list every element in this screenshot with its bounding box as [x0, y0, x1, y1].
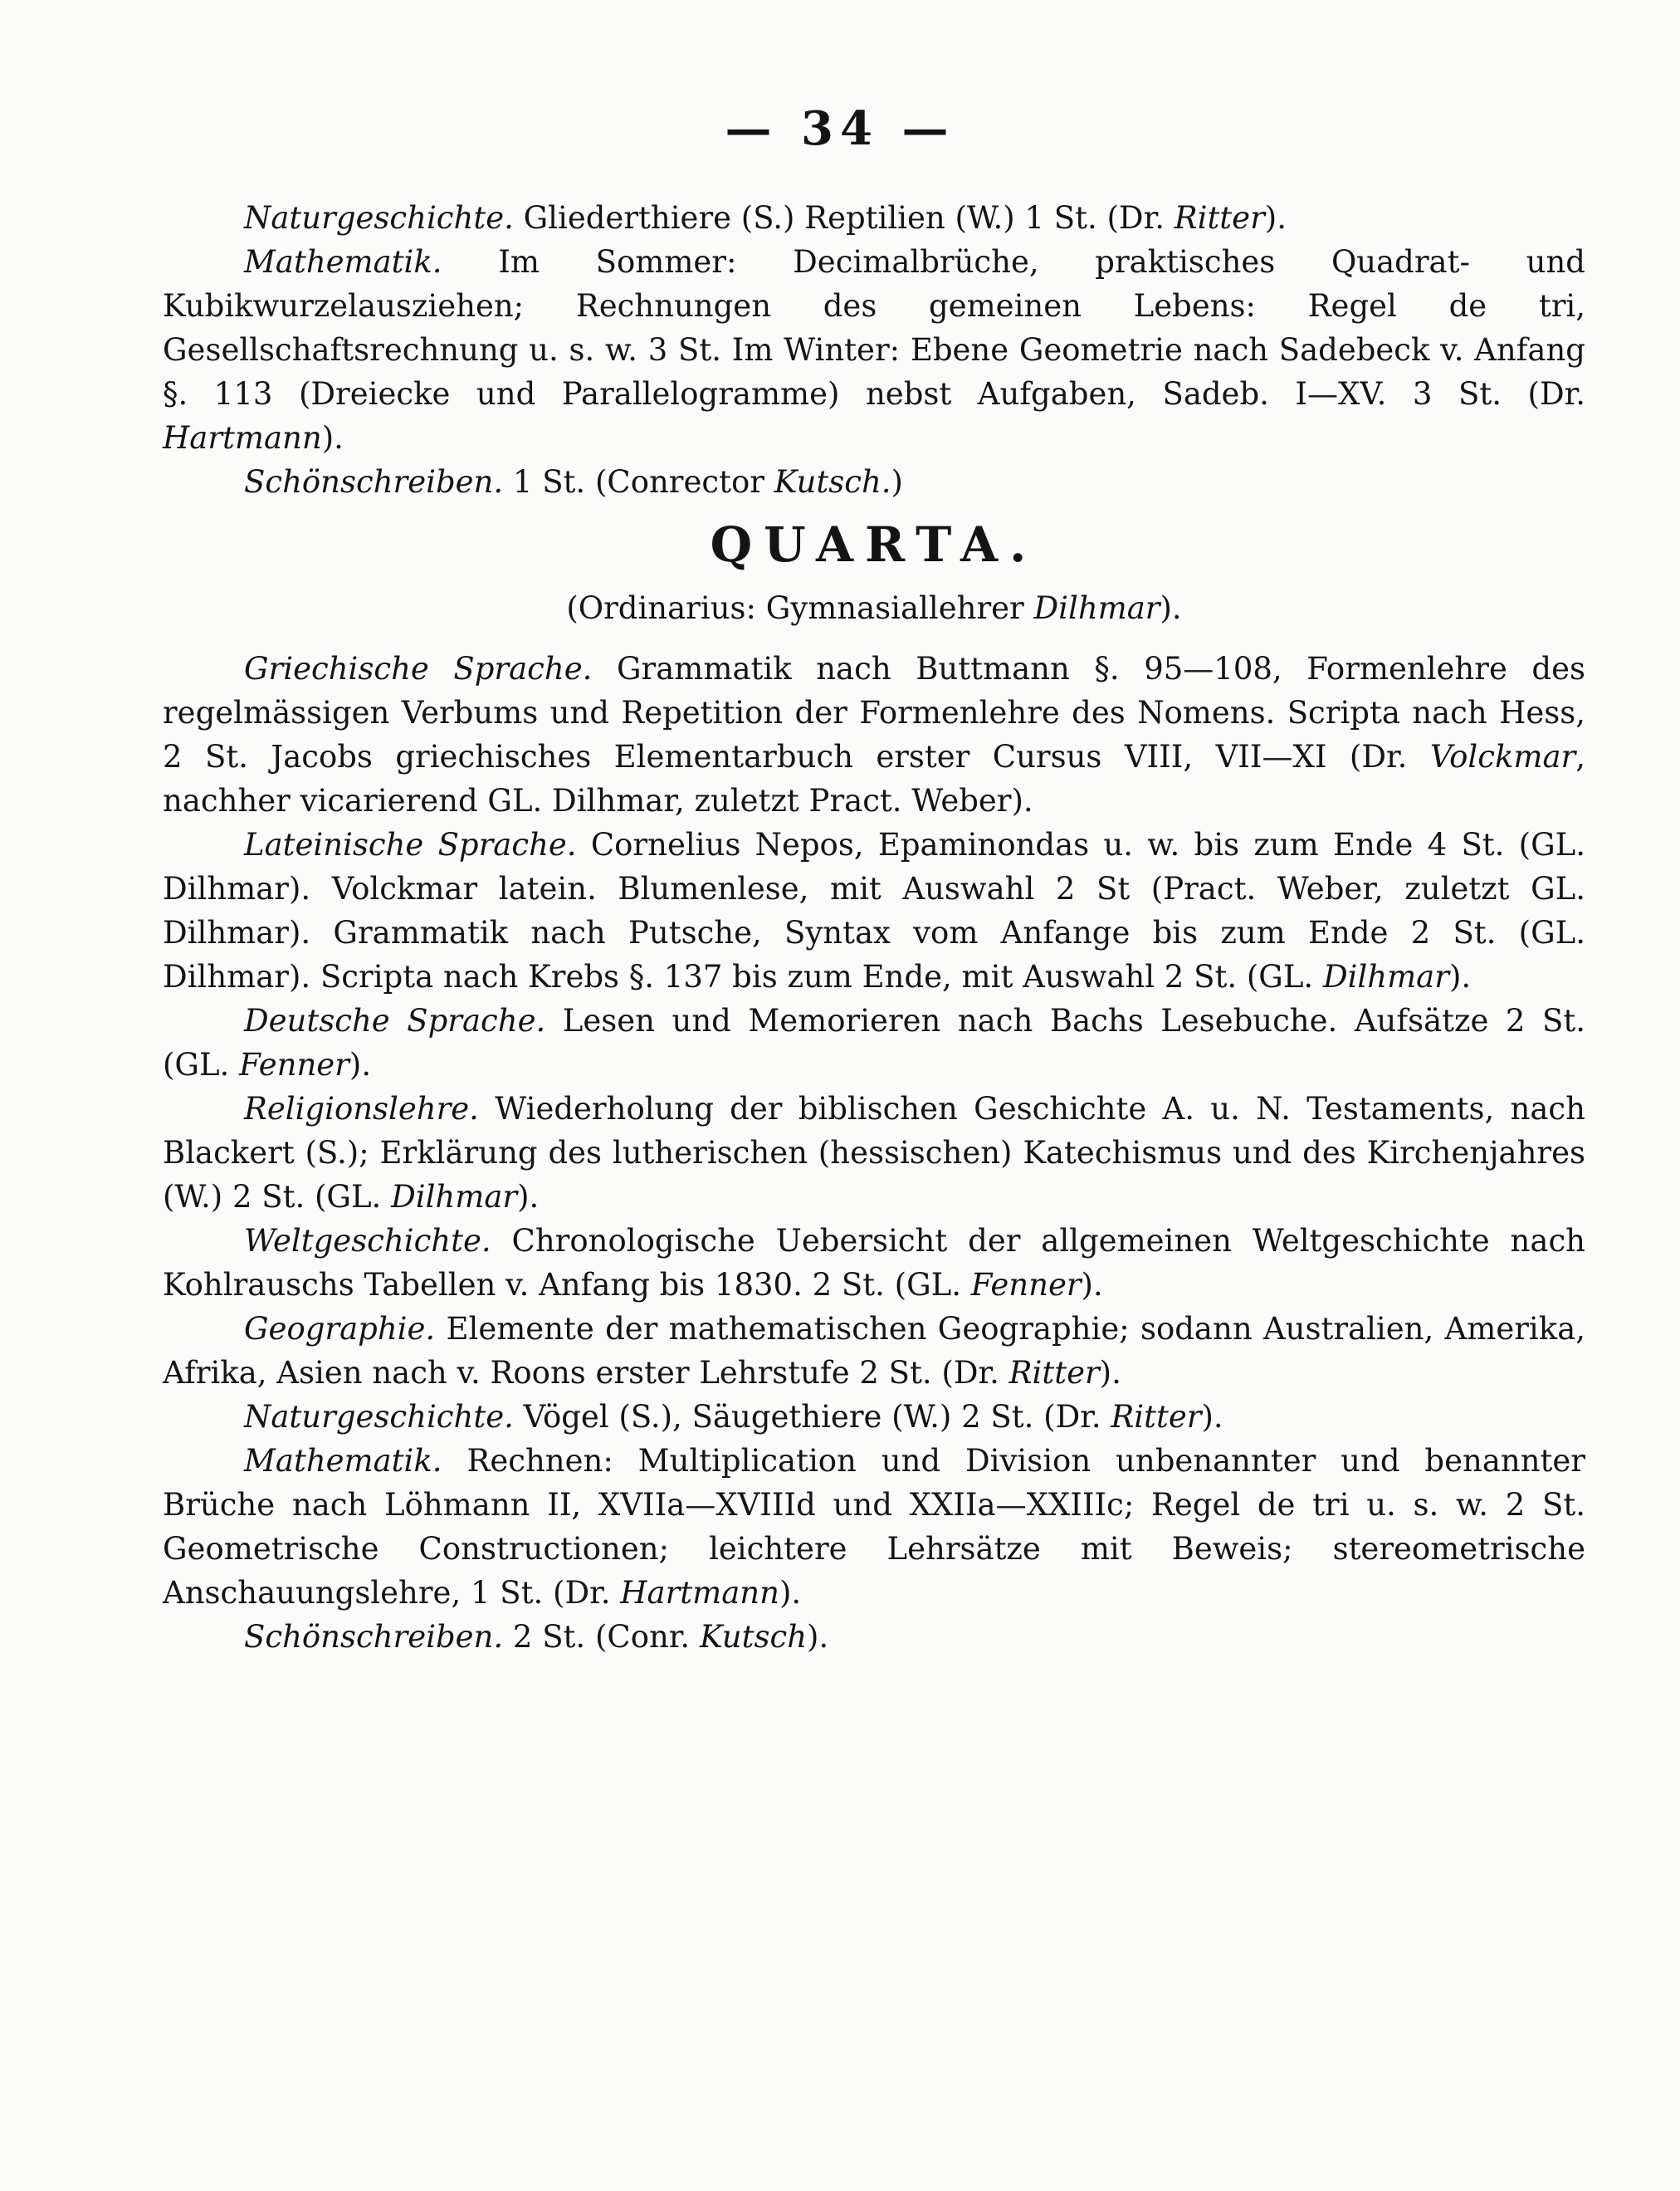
subject-label: Schönschreiben.: [244, 464, 504, 500]
section-heading-quarta: QUARTA.: [710, 516, 1038, 573]
subject-label: Religionslehre.: [244, 1091, 479, 1127]
paragraph-lateinische-sprache: Lateinische Sprache. Cornelius Nepos, Epaminondas u. w. bis zum Ende 4 St. (GL. Dilhmar). Volckmar latein. Blumenlese, mit Auswahl 2 St (Pract. Weber, zuletzt GL. Dilhmar). Grammatik nach Putsche, Syntax vom Anfange bis zum Ende 2 St. (GL. Dilhmar). Scripta nach Krebs §. 137 bis zum Ende, mit Auswahl 2 St. (GL. Dilhmar).: [163, 827, 1586, 995]
teacher-name: Fenner: [970, 1267, 1082, 1303]
paragraph-weltgeschichte: Weltgeschichte. Chronologische Uebersicht der allgemeinen Weltgeschichte nach Kohlrauschs Tabellen v. Anfang bis 1830. 2 St. (GL. Fenner).: [163, 1223, 1586, 1303]
teacher-name: Ritter: [1008, 1355, 1100, 1391]
teacher-name: Ritter: [1174, 200, 1265, 236]
teacher-name: Kutsch: [699, 1619, 808, 1655]
paragraph-schoenschreiben: Schönschreiben. 2 St. (Conr. Kutsch).: [244, 1619, 829, 1655]
teacher-name: Dilhmar: [391, 1179, 518, 1215]
teacher-name: Hartmann: [620, 1575, 779, 1611]
subject-label: Deutsche Sprache.: [244, 1003, 546, 1039]
subject-label: Naturgeschichte.: [244, 1399, 514, 1435]
teacher-name: Dilhmar: [1033, 590, 1160, 626]
teacher-name: Hartmann: [163, 420, 322, 456]
subject-label: Mathematik.: [244, 244, 442, 280]
subject-label: Lateinische Sprache.: [244, 827, 577, 863]
paragraph-schoenschreiben-top: Schönschreiben. 1 St. (Conrector Kutsch.): [244, 464, 903, 500]
paragraph-deutsche-sprache: Deutsche Sprache. Lesen und Memorieren nach Bachs Lesebuche. Aufsätze 2 St. (GL. Fenner).: [163, 1003, 1585, 1083]
paragraph-griechische-sprache: Griechische Sprache. Grammatik nach Buttmann §. 95—108, Formenlehre des regelmässigen Verbums und Repetition der Formenlehre des Nomens. Scripta nach Hess, 2 St. Jacobs griechisches Elementarbuch erster Cursus VIII, VII—XI (Dr. Volckmar, nachher vicarierend GL. Dilhmar, zuletzt Pract. Weber).: [163, 651, 1585, 819]
teacher-name: Fenner: [239, 1047, 349, 1083]
ordinarius-line: (Ordinarius: Gymnasiallehrer Dilhmar).: [566, 590, 1182, 626]
teacher-name: Kutsch.: [774, 464, 891, 500]
paragraph-mathematik: Mathematik. Rechnen: Multiplication und Division unbenannter und benannter Brüche nach Löhmann II, XVIIa—XVIIId und XXIIa—XXIIIc; Regel de tri u. s. w. 2 St. Geometrische Constructionen; leichtere Lehrsätze mit Beweis; stereometrische Anschauungslehre, 1 St. (Dr. Hartmann).: [163, 1443, 1585, 1611]
page-text: [163, 196, 1585, 1659]
paragraph-naturgeschichte: Naturgeschichte. Vögel (S.), Säugethiere (W.) 2 St. (Dr. Ritter).: [244, 1399, 1223, 1435]
subject-label: Geographie.: [244, 1311, 436, 1347]
subject-label: Schönschreiben.: [244, 1619, 504, 1655]
teacher-name: Ritter: [1111, 1399, 1202, 1435]
paragraph-geographie: Geographie. Elemente der mathematischen Geographie; sodann Australien, Amerika, Afrika, Asien nach v. Roons erster Lehrstufe 2 St. (Dr. Ritter).: [163, 1311, 1586, 1391]
subject-label: Naturgeschichte.: [244, 200, 514, 236]
subject-label: Weltgeschichte.: [244, 1223, 491, 1259]
teacher-name: Dilhmar: [1322, 959, 1449, 995]
subject-label: Griechische Sprache.: [244, 651, 593, 687]
teacher-name: Volckmar: [1429, 739, 1576, 775]
subject-label: Mathematik.: [244, 1443, 442, 1479]
paragraph-naturgeschichte-top: Naturgeschichte. Gliederthiere (S.) Reptilien (W.) 1 St. (Dr. Ritter).: [244, 200, 1287, 236]
paragraph-religionslehre: Religionslehre. Wiederholung der biblischen Geschichte A. u. N. Testaments, nach Blackert (S.); Erklärung des lutherischen (hessischen) Katechismus und des Kirchenjahres (W.) 2 St. (GL. Dilhmar).: [163, 1091, 1585, 1215]
paragraph-mathematik-top: Mathematik. Im Sommer: Decimalbrüche, praktisches Quadrat- und Kubikwurzelausziehen; Rechnungen des gemeinen Lebens: Regel de tri, Gesellschaftsrechnung u. s. w. 3 St. Im Winter: Ebene Geometrie nach Sadebeck v. Anfang §. 113 (Dreiecke und Parallelogramme) nebst Aufgaben, Sadeb. I—XV. 3 St. (Dr. Hartmann).: [163, 244, 1585, 456]
page-number: — 34 —: [725, 101, 955, 156]
